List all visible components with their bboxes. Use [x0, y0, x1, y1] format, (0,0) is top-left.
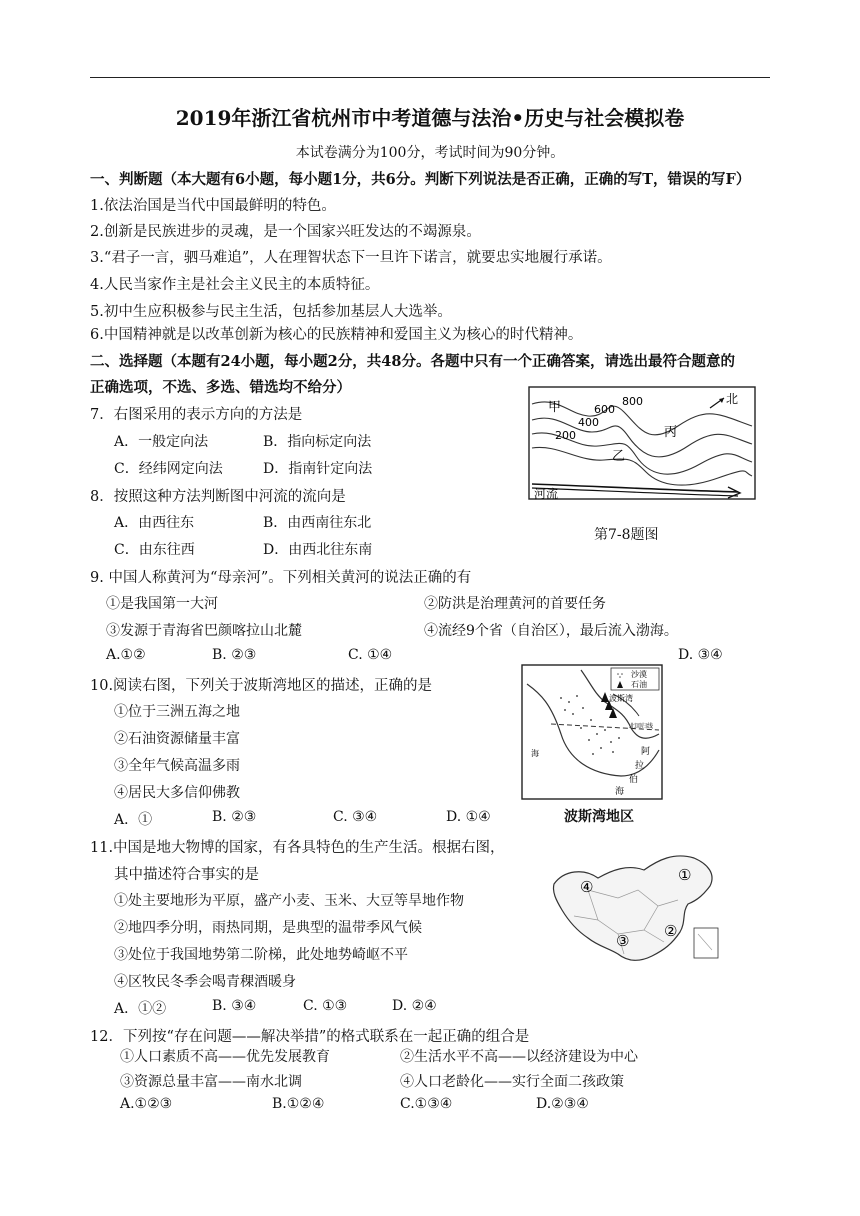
q9-option-a: A.①②: [106, 647, 146, 663]
contour-map-figure: [528, 386, 756, 510]
arabia-char-4: 海: [615, 787, 625, 797]
q12-option-d: D.②③④: [536, 1096, 589, 1112]
q9-option-b: B. ②③: [212, 647, 257, 663]
judge-item-1: 1.依法治国是当代中国最鲜明的特色。: [90, 198, 336, 214]
q7-option-c: C．经纬网定向法: [114, 461, 223, 477]
q12-item-4: ④人口老龄化——实行全面二孩政策: [400, 1074, 624, 1090]
q9-stem: 9. 中国人称黄河为“母亲河”。下列相关黄河的说法正确的有: [90, 570, 472, 586]
q9-item-2: ②防洪是治理黄河的首要任务: [424, 596, 606, 612]
tropic-label: 北回归线: [629, 723, 654, 730]
arabia-char-1: 阿: [641, 747, 651, 757]
arabia-char-2: 拉: [635, 761, 645, 771]
q11-item-4: ④区牧民冬季会喝青稞酒暖身: [114, 974, 296, 990]
q10-item-1: ①位于三洲五海之地: [114, 704, 240, 720]
q12-option-a: A.①②③: [120, 1096, 173, 1112]
q9-item-4: ④流经9个省（自治区），最后流入渤海。: [424, 623, 678, 639]
section1-heading: 一、判断题（本大题有6小题，每小题1分，共6分。判断下列说法是否正确，正确的写T，错误的写F）: [90, 171, 751, 188]
arabia-char-3: 伯: [629, 775, 639, 785]
q8-stem: 8．按照这种方法判断图中河流的流向是: [90, 489, 346, 505]
q9-item-1: ①是我国第一大河: [106, 596, 218, 612]
q7-option-d: D．指南针定向法: [263, 461, 373, 477]
q12-stem: 12．下列按“存在问题——解决举措”的格式联系在一起正确的组合是: [90, 1029, 530, 1045]
q10-option-a: A．①: [114, 812, 153, 828]
q10-option-d: D. ①④: [446, 809, 491, 825]
q7-option-b: B．指向标定向法: [263, 434, 372, 450]
q10-item-4: ④居民大多信仰佛教: [114, 785, 240, 801]
q9-option-d: D. ③④: [678, 647, 723, 663]
label-jia: 甲: [548, 400, 562, 415]
persian-gulf-map: [521, 664, 663, 800]
marker-1: ①: [678, 866, 692, 884]
judge-item-3: 3.“君子一言，驷马难追”，人在理智状态下一旦许下诺言，就要忠实地履行承诺。: [90, 250, 612, 266]
q8-option-c: C．由东往西: [114, 542, 195, 558]
label-400: 400: [578, 416, 599, 429]
fig10-caption: 波斯湾地区: [564, 809, 634, 825]
china-map: [548, 850, 728, 980]
label-600: 600: [594, 403, 615, 416]
legend-desert: 沙漠: [631, 670, 647, 679]
judge-item-6: 6.中国精神就是以改革创新为核心的民族精神和爱国主义为核心的时代精神。: [90, 327, 583, 343]
q11-option-a: A．①②: [114, 1001, 167, 1017]
top-rule: [90, 77, 770, 78]
label-yi: 乙: [612, 449, 626, 464]
q10-stem: 10.阅读右图，下列关于波斯湾地区的描述，正确的是: [90, 678, 433, 694]
legend-oil: 石油: [631, 680, 647, 689]
judge-item-5: 5.初中生应积极参与民主生活，包括参加基层人大选举。: [90, 304, 452, 320]
page-title: 2019年浙江省杭州市中考道德与法治•历史与社会模拟卷: [175, 106, 685, 130]
q12-item-1: ①人口素质不高——优先发展教育: [120, 1049, 330, 1065]
section2-heading-line1: 二、选择题（本题有24小题，每小题2分，共48分。各题中只有一个正确答案，请选出最符合题意的: [90, 353, 735, 370]
q10-option-c: C. ③④: [333, 809, 378, 825]
q12-item-3: ③资源总量丰富——南水北调: [120, 1074, 302, 1090]
marker-2: ②: [664, 922, 678, 940]
q7-stem: 7．右图采用的表示方向的方法是: [90, 407, 303, 423]
label-bing: 丙: [664, 425, 678, 440]
q8-option-a: A．由西往东: [114, 515, 195, 531]
q11-stem-line2: 其中描述符合事实的是: [114, 867, 259, 883]
judge-item-4: 4.人民当家作主是社会主义民主的本质特征。: [90, 277, 380, 293]
q12-option-b: B.①②④: [272, 1096, 325, 1112]
label-800: 800: [622, 395, 643, 408]
q11-option-b: B. ③④: [212, 998, 257, 1014]
q8-option-d: D．由西北往东南: [263, 542, 373, 558]
q9-item-3: ③发源于青海省巴颜喀拉山北麓: [106, 623, 302, 639]
q10-item-3: ③全年气候高温多雨: [114, 758, 240, 774]
gulf-label: 波斯湾: [609, 694, 633, 703]
q11-option-d: D. ②④: [392, 998, 437, 1014]
judge-item-2: 2.创新是民族进步的灵魂，是一个国家兴旺发达的不竭源泉。: [90, 224, 481, 240]
q11-option-c: C. ①③: [303, 998, 348, 1014]
q11-stem-line1: 11.中国是地大物博的国家，有各具特色的生产生活。根据右图，: [90, 840, 505, 856]
fig78-caption: 第7-8题图: [594, 527, 659, 543]
q11-item-1: ①处主要地形为平原，盛产小麦、玉米、大豆等旱地作物: [114, 893, 464, 909]
marker-3: ③: [616, 932, 630, 950]
q10-option-b: B. ②③: [212, 809, 257, 825]
q12-item-2: ②生活水平不高——以经济建设为中心: [400, 1049, 638, 1065]
q10-item-2: ②石油资源储量丰富: [114, 731, 240, 747]
label-200: 200: [555, 429, 576, 442]
marker-4: ④: [580, 878, 594, 896]
q9-option-c: C. ①④: [348, 647, 393, 663]
q8-option-b: B．由西南往东北: [263, 515, 372, 531]
q11-item-2: ②地四季分明，雨热同期，是典型的温带季风气候: [114, 920, 422, 936]
section2-heading-line2: 正确选项，不选、多选、错选均不给分）: [90, 379, 351, 396]
north-label: 北: [726, 392, 739, 406]
exam-info: 本试卷满分为100分，考试时间为90分钟。: [295, 145, 565, 161]
q12-option-c: C.①③④: [400, 1096, 453, 1112]
river-label: 河流: [534, 487, 559, 501]
q11-item-3: ③处位于我国地势第二阶梯，此处地势崎岖不平: [114, 947, 408, 963]
q7-option-a: A．一般定向法: [114, 434, 209, 450]
red-sea-label: 海: [531, 749, 539, 758]
